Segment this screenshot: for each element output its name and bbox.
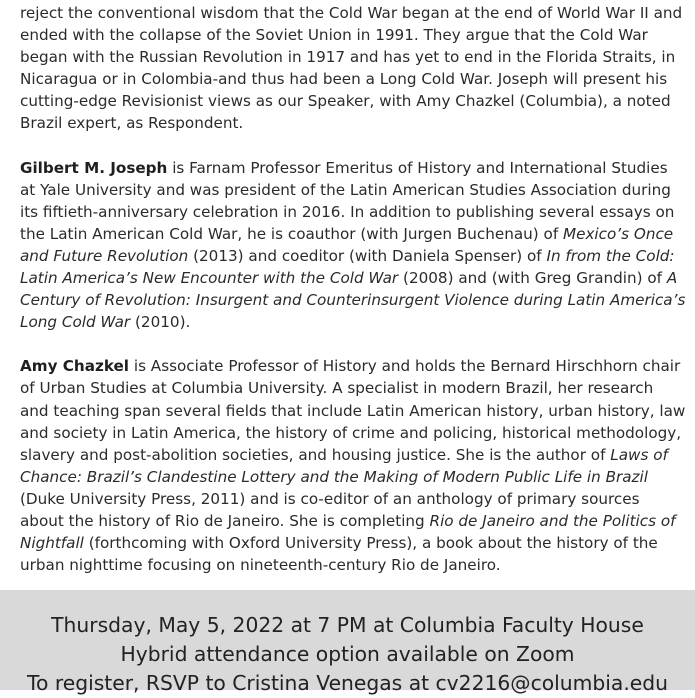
respondent-name: Amy Chazkel [20, 357, 130, 376]
chazkel-book-title-1: Laws of Chance: Brazil’s Clandestine Lottery and the Making of Modern Public Life in Brazil [20, 445, 668, 486]
chazkel-book-title-2: Rio de Janeiro and the Politics of Nightfall [20, 511, 676, 553]
event-rsvp: To register, RSVP to Cristina Venegas at cv2216@columbia.edu [27, 671, 668, 695]
chazkel-bio-text-2: (Duke University Press, 2011) and is co-editor of an anthology of primary sources about the history of Rio de Janeiro. She is completing [20, 489, 640, 530]
flyer-body [20, 2, 686, 598]
joseph-bio-text-4: (2010). [130, 313, 191, 332]
joseph-bio-text-2: (2013) and coeditor (with Daniela Spenser) of [188, 246, 547, 265]
speaker-name: Gilbert M. Joseph [20, 158, 168, 177]
joseph-bio-text-3: (2008) and (with Greg Grandin) of [398, 269, 667, 288]
chazkel-bio-text-3: (forthcoming with Oxford University Press), a book about the history of the urban nighttime focusing on nineteenth-century Rio de Janeiro. [20, 534, 658, 575]
joseph-bio-paragraph [20, 157, 686, 334]
event-date-location: Thursday, May 5, 2022 at 7 PM at Columbia Faculty House [51, 613, 644, 637]
event-hybrid-note: Hybrid attendance option available on Zoom [120, 642, 575, 666]
intro-text: reject the conventional wisdom that the Cold War began at the end of World War II and ended with the collapse of the Soviet Union in 1991. They argue that the Cold War began with the Russian Revolution in 1917 and has yet to end in the Florida Straits, in Nicaragua or in Colombia-and thus had been a Long Cold War. Joseph will present his cutting-edge Revisionist views as our Speaker, with Amy Chazkel (Columbia), a noted Brazil expert, as Respondent. [20, 4, 683, 133]
joseph-book-title-2: In from the Cold: Latin America’s New Encounter with the Cold War [20, 246, 675, 288]
joseph-book-title-3: A Century of Revolution: Insurgent and Counterinsurgent Violence during Latin America’s Long Cold War [20, 269, 686, 332]
joseph-bio-text-1: is Farnam Professor Emeritus of History and International Studies at Yale University and was president of the Latin American Studies Association during its fiftieth-anniversary celebration in 2016. In addition to publishing several essays on the Latin American Cold War, he is coauthor (with Jurgen Buchenau) of [20, 158, 675, 243]
chazkel-bio-text-1: is Associate Professor of History and holds the Bernard Hirschhorn chair of Urban Studies at Columbia University. A specialist in modern Brazil, her research and teaching span several fields that include Latin American history, urban history, law and society in Latin America, the history of crime and policing, historical methodology, slavery and post-abolition societies, and housing justice. She is the author of [20, 357, 686, 464]
chazkel-bio-paragraph [20, 355, 686, 576]
intro-paragraph [20, 2, 686, 135]
event-details-banner [0, 590, 695, 695]
joseph-book-title-1: Mexico’s Once and Future Revolution [20, 224, 674, 265]
